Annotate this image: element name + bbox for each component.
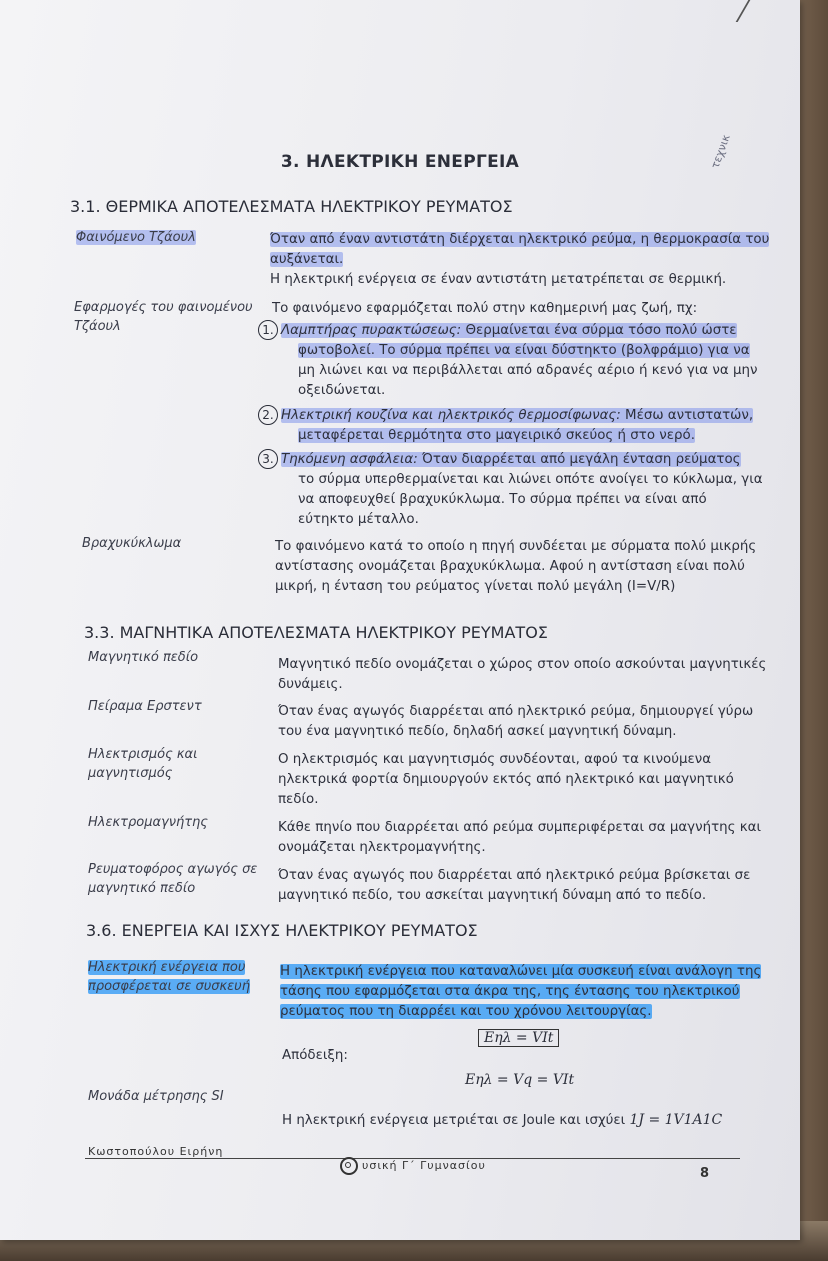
item-number-3: 3. bbox=[258, 449, 278, 469]
label-joule-effect: Φαινόμενο Τζάουλ bbox=[76, 230, 196, 245]
proof-label: Απόδειξη: bbox=[282, 1048, 348, 1063]
application-item-2: 2. Ηλεκτρική κουζίνα και ηλεκτρικός θερμοσίφωνας: Μέσω αντιστατών, μεταφέρεται θερμότητα στο μαγειρικό σκεύος ή στο νερό. bbox=[258, 405, 753, 446]
joule-applications-intro: Το φαινόμενο εφαρμόζεται πολύ στην καθημερινή μας ζωή, πχ: bbox=[272, 301, 698, 316]
page-number: 8 bbox=[700, 1166, 711, 1181]
electric-energy-definition: Η ηλεκτρική ενέργεια που καταναλώνει μία συσκευή είναι ανάλογη της τάσης που εφαρμόζεται στα άκρα της, της έντασης του ηλεκτρικού ρεύματος που τη διαρρέει και του χρόνου λειτουργίας. bbox=[280, 964, 762, 1019]
application-item-3: 3. Τηκόμενη ασφάλεια: Όταν διαρρέεται από μεγάλη ένταση ρεύματος το σύρμα υπερθερμαίνεται και λιώνει οπότε ανοίγει το κύκλωμα, για να αποφευχθεί βραχυκύκλωμα. Το σύρμα πρέπει να είναι από εύτηκτο μέταλλο. bbox=[258, 449, 763, 530]
electromagnet-text: Κάθε πηνίο που διαρρέεται από ρεύμα συμπεριφέρεται σα μαγνήτης και ονομάζεται ηλεκτρομαγνήτης. bbox=[278, 820, 761, 855]
corner-pen-mark bbox=[718, 0, 751, 22]
section-heading-3-3: 3.3. ΜΑΓΝΗΤΙΚΑ ΑΠΟΤΕΛΕΣΜΑΤΑ ΗΛΕΚΤΡΙΚΟΥ ΡΕΥΜΑΤΟΣ bbox=[84, 623, 548, 642]
current-conductor-text: Όταν ένας αγωγός που διαρρέεται από ηλεκτρικό ρεύμα βρίσκεται σε μαγνητικό πεδίο, του ασκείται μαγνητική δύναμη από το πεδίο. bbox=[278, 868, 751, 903]
label-electromagnet: Ηλεκτρομαγνήτης bbox=[88, 815, 208, 830]
si-unit-text: Η ηλεκτρική ενέργεια μετριέται σε Joule και ισχύει 1J = 1V1A1C bbox=[282, 1112, 723, 1128]
magnetic-field-definition: Μαγνητικό πεδίο ονομάζεται ο χώρος στον οποίο ασκούνται μαγνητικές δυνάμεις. bbox=[278, 657, 767, 692]
electricity-magnetism-text: Ο ηλεκτρισμός και μαγνητισμός συνδέονται, αφού τα κινούμενα ηλεκτρικά φορτία δημιουργούν εκτός από ηλεκτρικό και μαγνητικό πεδίο. bbox=[278, 752, 734, 807]
label-joule-applications: Εφαρμογές του φαινομένου Τζάουλ bbox=[74, 300, 253, 334]
item-number-2: 2. bbox=[258, 405, 278, 425]
label-magnetic-field: Μαγνητικό πεδίο bbox=[88, 650, 199, 665]
footer-course: υσική Γ΄ Γυμνασίου bbox=[340, 1157, 486, 1175]
section-heading-3-1: 3.1. ΘΕΡΜΙΚΑ ΑΠΟΤΕΛΕΣΜΑΤΑ ΗΛΕΚΤΡΙΚΟΥ ΡΕΥΜΑΤΟΣ bbox=[70, 197, 513, 216]
footer-author: Κωστοπούλου Ειρήνη bbox=[88, 1145, 224, 1158]
oersted-experiment-text: Όταν ένας αγωγός διαρρέεται από ηλεκτρικό ρεύμα, δημιουργεί γύρω του ένα μαγνητικό πεδίο, δηλαδή ασκεί μαγνητική δύναμη. bbox=[278, 704, 754, 739]
side-note: τεχνικ bbox=[708, 132, 733, 171]
label-short-circuit: Βραχυκύκλωμα bbox=[82, 536, 182, 551]
label-si-unit: Μονάδα μέτρησης SI bbox=[88, 1089, 224, 1104]
label-electricity-magnetism: Ηλεκτρισμός και μαγνητισμός bbox=[88, 747, 198, 781]
application-item-1: 1. Λαμπτήρας πυρακτώσεως: Θερμαίνεται ένα σύρμα τόσο πολύ ώστε φωτοβολεί. Το σύρμα πρέπει να είναι δύστηκτο (βολφράμιο) για να μη λιώνει και να περιβάλλεται από αδρανές αέριο ή κενό για να μην οξειδώνεται. bbox=[258, 320, 757, 401]
course-logo-icon bbox=[340, 1157, 358, 1175]
item-number-1: 1. bbox=[258, 320, 278, 340]
section-heading-3-6: 3.6. ΕΝΕΡΓΕΙΑ ΚΑΙ ΙΣΧΥΣ ΗΛΕΚΤΡΙΚΟΥ ΡΕΥΜΑΤΟΣ bbox=[86, 921, 478, 940]
energy-formula-boxed: Eηλ = VIt bbox=[478, 1030, 559, 1046]
label-current-conductor: Ρευματοφόρος αγωγός σε μαγνητικό πεδίο bbox=[88, 862, 258, 896]
short-circuit-definition: Το φαινόμενο κατά το οποίο η πηγή συνδέεται με σύρματα πολύ μικρής αντίστασης ονομάζεται βραχυκύκλωμα. Αφού η αντίσταση είναι πολύ μικρή, η ένταση του ρεύματος γίνεται πολύ μεγάλη (I=V/R) bbox=[275, 539, 757, 594]
label-oersted-experiment: Πείραμα Ερστεντ bbox=[88, 699, 202, 714]
joule-effect-definition: Όταν από έναν αντιστάτη διέρχεται ηλεκτρικό ρεύμα, η θερμοκρασία του αυξάνεται. Η ηλεκτρική ενέργεια σε έναν αντιστάτη μετατρέπεται σε θερμική. bbox=[270, 232, 770, 287]
label-electric-energy-device: Ηλεκτρική ενέργεια που προσφέρεται σε συσκευή bbox=[88, 960, 250, 994]
energy-proof-formula: Eηλ = Vq = VIt bbox=[465, 1072, 575, 1088]
page-title: 3. ΗΛΕΚΤΡΙΚΗ ΕΝΕΡΓΕΙΑ bbox=[280, 152, 520, 172]
